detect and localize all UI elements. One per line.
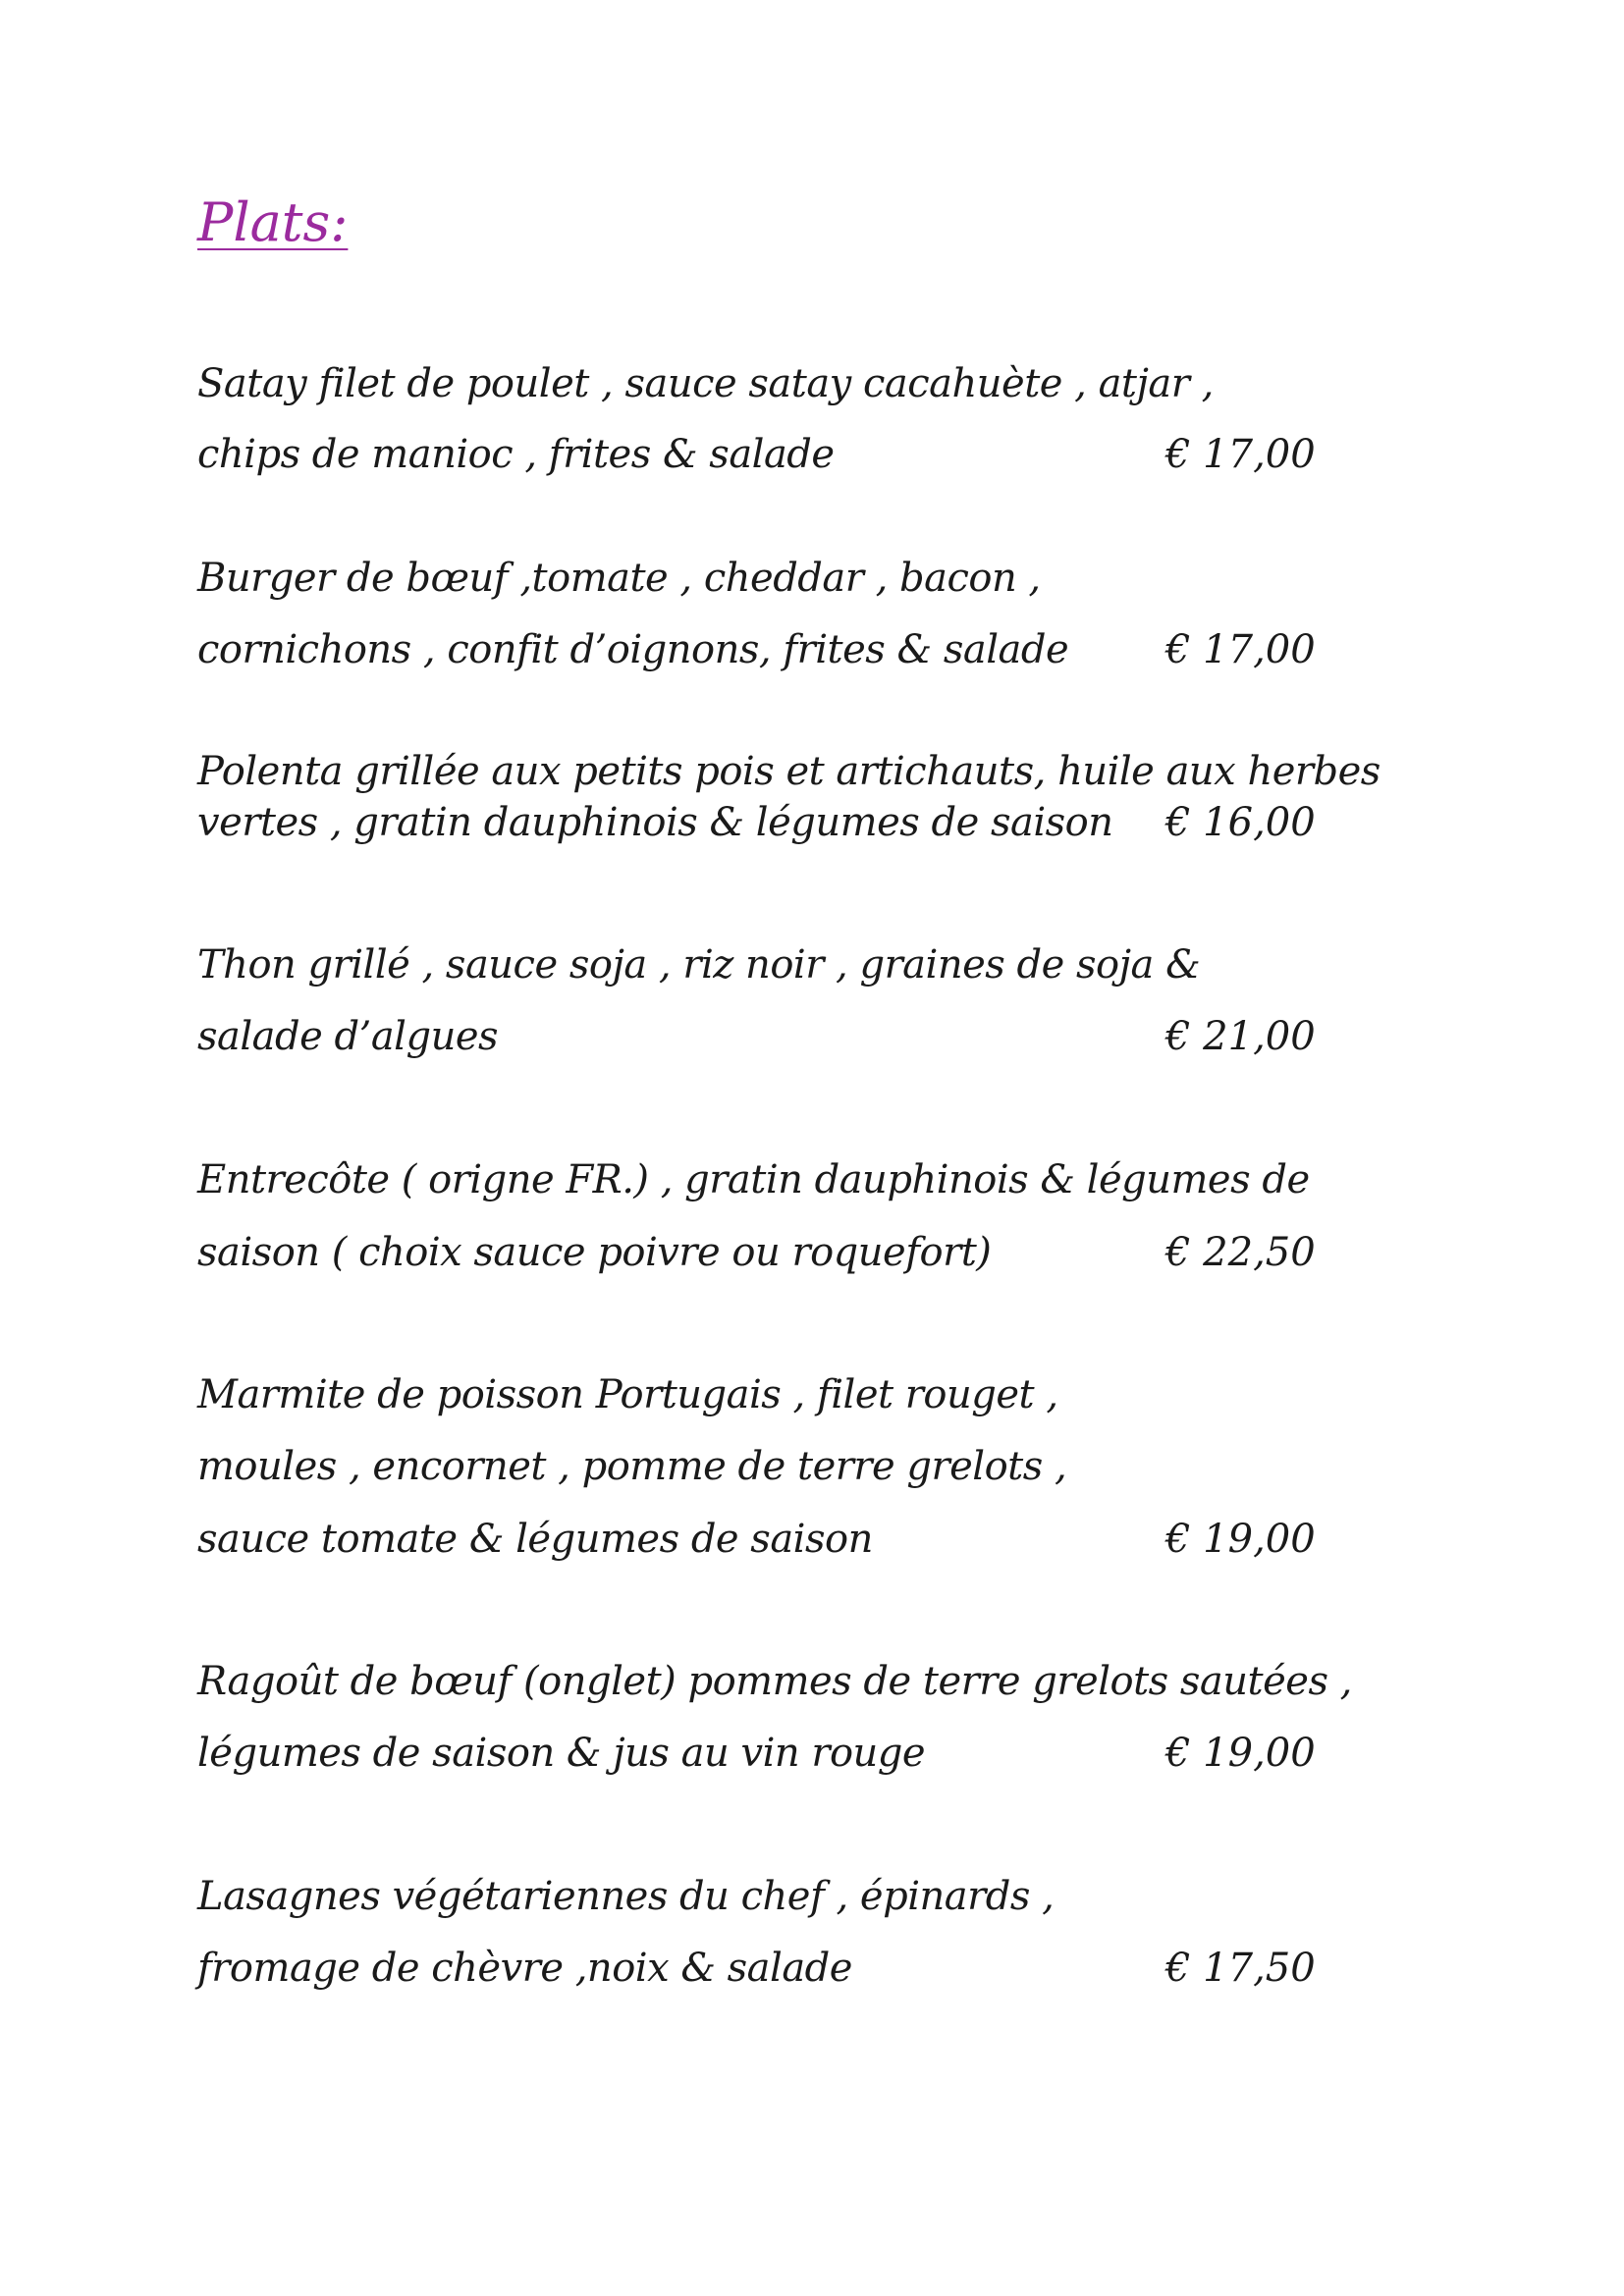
- dish-description-line: chips de manioc , frites & salade: [197, 432, 835, 477]
- dish-description-line: Polenta grillée aux petits pois et artichauts, huile aux herbes: [197, 749, 1380, 794]
- dish-price: € 17,00: [1165, 627, 1316, 672]
- dish-description-line: Marmite de poisson Portugais , filet rouget ,: [197, 1372, 1058, 1417]
- dish-description-line: Satay filet de poulet , sauce satay cacahuète , atjar ,: [197, 361, 1214, 406]
- dish-description-line: légumes de saison & jus au vin rouge: [197, 1731, 926, 1776]
- dish-price: € 22,50: [1165, 1230, 1316, 1275]
- dish-price: € 21,00: [1165, 1014, 1316, 1059]
- dish-description-line: moules , encornet , pomme de terre grelots ,: [197, 1444, 1067, 1489]
- dish-description-line: cornichons , confit d’oignons, frites & salade: [197, 627, 1069, 672]
- dish-price: € 17,00: [1165, 432, 1316, 477]
- dish-description-line: saison ( choix sauce poivre ou roquefort): [197, 1230, 992, 1275]
- dish-description-line: Lasagnes végétariennes du chef , épinards ,: [197, 1874, 1055, 1919]
- dish-description-line: Burger de bœuf ,tomate , cheddar , bacon ,: [197, 556, 1041, 601]
- dish-price: € 19,00: [1165, 1517, 1316, 1562]
- dish-description-line: Entrecôte ( origne FR.) , gratin dauphinois & légumes de: [197, 1157, 1310, 1202]
- dish-description-line: Ragoût de bœuf (onglet) pommes de terre grelots sautées ,: [197, 1659, 1352, 1704]
- dish-price: € 16,00: [1165, 800, 1316, 845]
- dish-price: € 19,00: [1165, 1731, 1316, 1776]
- dish-price: € 17,50: [1165, 1946, 1316, 1991]
- dish-description-line: sauce tomate & légumes de saison: [197, 1517, 873, 1562]
- dish-description-line: vertes , gratin dauphinois & légumes de saison: [197, 800, 1113, 845]
- dish-description-line: salade d’algues: [197, 1014, 499, 1059]
- dish-description-line: fromage de chèvre ,noix & salade: [197, 1946, 852, 1991]
- dish-description-line: Thon grillé , sauce soja , riz noir , graines de soja &: [197, 942, 1201, 988]
- page-title: Plats:: [197, 191, 349, 253]
